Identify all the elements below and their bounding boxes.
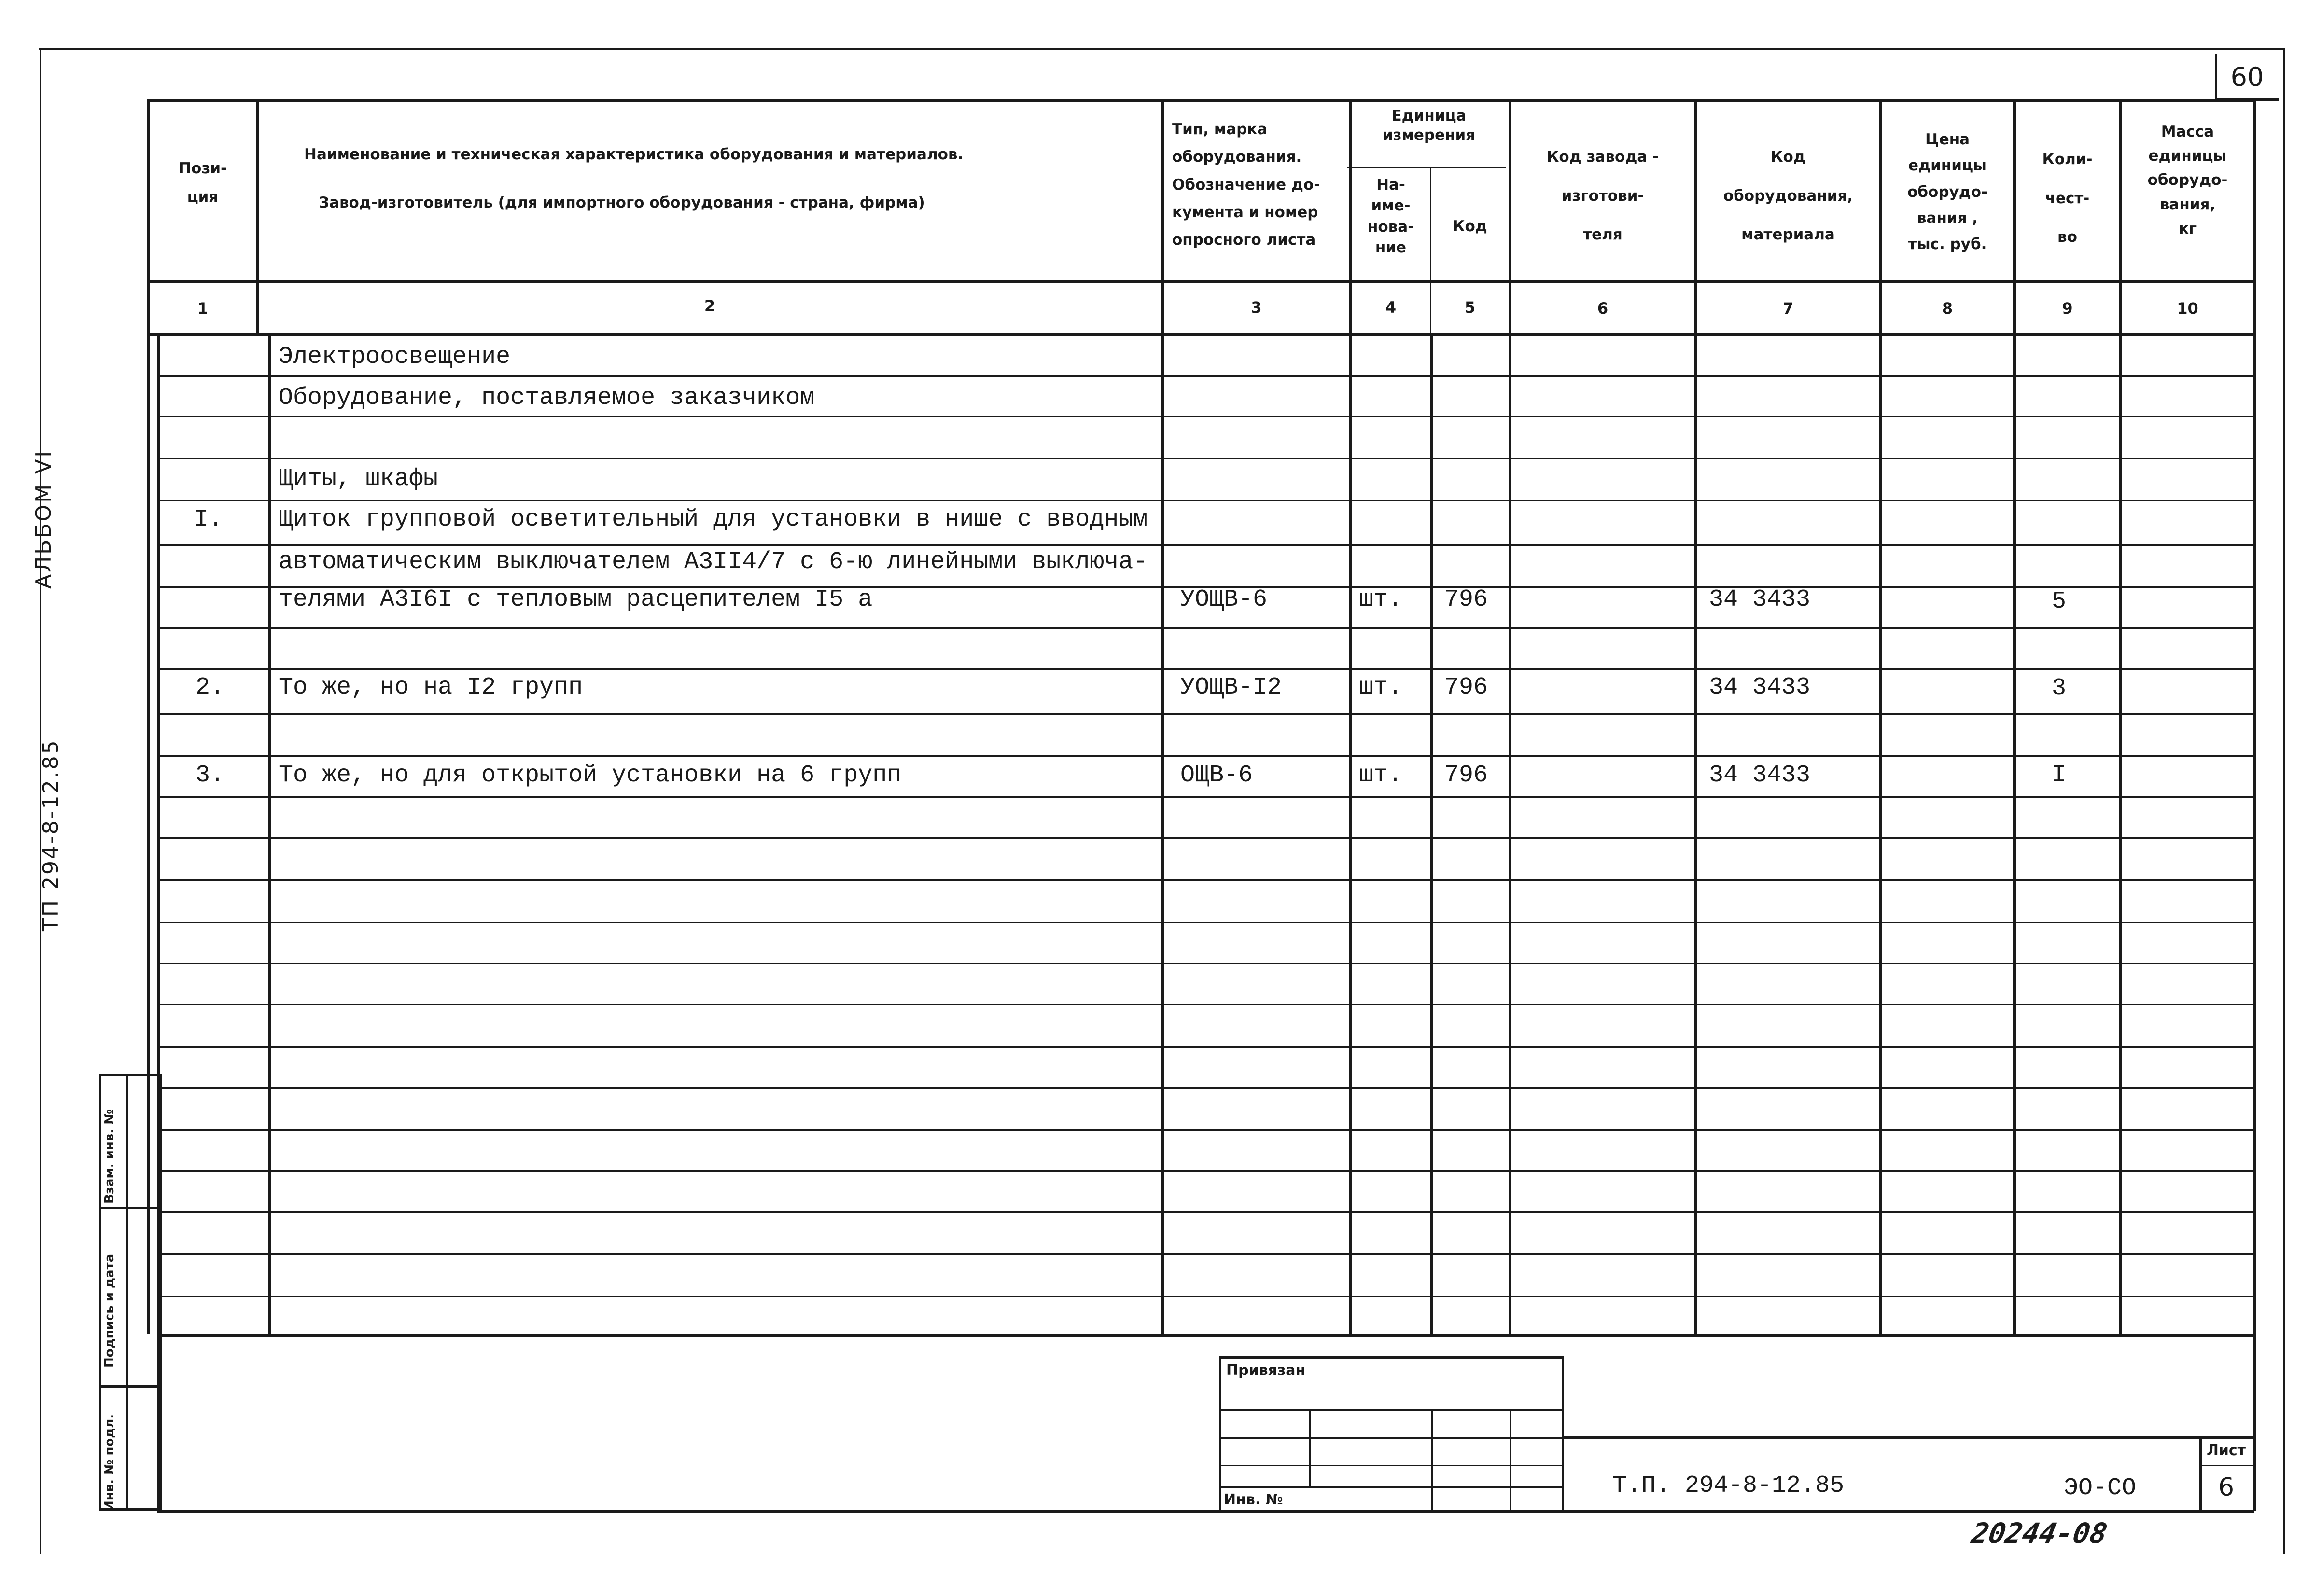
row-line [157,458,2254,459]
table-row-name: Щиток групповой осветительный для установки в нише с вводным [279,506,1148,533]
stamp-divider [99,1207,162,1209]
row-line [157,375,2254,377]
table-row-name: Оборудование, поставляемое заказчиком [279,384,815,412]
row-line [157,837,2254,839]
header-col6: Код завода - изготови- теля [1547,148,1659,244]
stamp-sign-date: Подпись и дата [102,1253,117,1368]
table-row-type: УОЩВ-6 [1180,586,1268,613]
table-row-name: То же, но на I2 групп [279,674,583,701]
col-line [2013,99,2016,1334]
header-unit-group: Единица измерения [1382,107,1476,144]
row-line [157,796,2254,798]
col-line [1509,99,1511,1334]
sheet-number: 6 [2218,1473,2235,1502]
table-row-code: 796 [1444,586,1488,613]
colnum-10: 10 [2177,299,2198,318]
row-line [157,627,2254,629]
row-line [157,1211,2254,1213]
row-line [157,1004,2254,1005]
table-row-type: УОЩВ-I2 [1180,674,1282,701]
linked-label: Привязан [1226,1362,1306,1379]
col-line [2119,99,2122,1334]
titleblock-bottom-line [157,1510,2254,1513]
sheet-label: Лист [2206,1442,2246,1459]
row-line [157,1129,2254,1131]
col-line [268,333,271,1334]
row-line [157,1253,2254,1255]
row-line [157,500,2254,501]
top-border-line [39,48,2283,50]
table-row-qty: 3 [2052,675,2067,702]
row-line [157,1296,2254,1297]
row-line [157,755,2254,757]
table-row-code: 796 [1444,674,1488,701]
col-line [1161,99,1164,1334]
titleblock-top-line [1564,1436,2254,1439]
table-row-equip: 34 3433 [1709,586,1811,613]
row-line [157,668,2254,670]
inv-no-label: Инв. № [1224,1491,1283,1508]
row-line [157,922,2254,923]
table-row-qty: 5 [2052,588,2067,615]
table-row-unit: шт. [1359,586,1403,613]
table-row-pos: 2. [196,674,225,701]
header-col4: На- име- нова- ние [1367,176,1414,257]
col-line [1694,99,1697,1334]
right-frame-line [2283,48,2285,1554]
table-row-type: ОЩВ-6 [1180,762,1253,789]
header-bottom-line [147,280,2254,283]
table-row-name: телями А3I6I с тепловым расцепителем I5 а [279,586,873,613]
table-row-code: 796 [1444,762,1488,789]
colnum-7: 7 [1782,299,1794,318]
table-row-equip: 34 3433 [1709,674,1811,701]
linked-vline [1431,1409,1433,1511]
album-label: АЛЬБОМ VI [31,449,56,589]
stamp-inner-line [126,1074,128,1511]
header-col2-line2: Завод-изготовитель (для импортного оборудования - страна, фирма) [319,194,925,211]
table-row-pos: I. [194,506,224,533]
row-line [157,1087,2254,1089]
linked-line [1219,1437,1564,1439]
header-col10: Масса единицы оборудо- вания, кг [2147,123,2228,237]
row-line [157,1170,2254,1172]
stamp-inv-replace: Взам. инв. № [102,1109,117,1204]
col-line [1430,333,1433,1334]
header-col8: Цена единицы оборудо- вания , тыс. руб. [1907,131,1987,253]
row-line [157,963,2254,964]
document-number: Т.П. 294-8-12.85 [1612,1472,1845,1499]
row-line [157,713,2254,715]
linked-vline [1510,1409,1511,1511]
table-row-qty: I [2052,762,2067,789]
table-row-name: Щиты, шкафы [279,465,438,493]
project-label: ТП 294-8-12.85 [39,738,63,931]
colnum-9: 9 [2062,299,2073,318]
colnum-bottom-line [147,333,2254,336]
col-line [2253,99,2256,1511]
col-line [157,333,160,1511]
document-mark: ЭО-СО [2064,1474,2137,1502]
table-row-name: автоматическим выключателем А3II4/7 с 6-ю линейными выключа- [279,548,1148,576]
unit-split-line [1347,167,1506,168]
linked-line [1219,1409,1564,1411]
row-line [157,879,2254,881]
col-line [147,99,150,1334]
header-col9: Коли- чест- во [2042,151,2093,246]
page-number: 60 [2230,62,2264,92]
row-line [157,416,2254,417]
inventory-number: 20244-08 [1969,1517,2110,1550]
linked-line [1219,1465,1564,1466]
table-row-equip: 34 3433 [1709,762,1811,789]
table-bottom-line [157,1334,2254,1337]
row-line [157,1046,2254,1048]
colnum-5: 5 [1464,298,1476,317]
colnum-8: 8 [1942,299,1953,318]
col-line [1349,99,1352,1334]
colnum-2: 2 [704,297,715,315]
stamp-inv-orig: Инв. № подл. [102,1414,117,1511]
header-col7: Код оборудования, материала [1723,148,1853,244]
col-line [1879,99,1882,1334]
colnum-3: 3 [1251,298,1262,317]
header-col5: Код [1453,218,1487,235]
table-top-line [147,99,2254,102]
header-col3: Тип, марка оборудования. Обозначение до- кумента и номер опросного листа [1172,121,1320,249]
table-row-name: То же, но для открытой установки на 6 групп [279,762,902,789]
linked-line [1219,1486,1564,1488]
table-row-unit: шт. [1359,762,1403,789]
table-row-name: Электроосвещение [279,343,511,371]
table-row-pos: 3. [196,762,225,789]
colnum-4: 4 [1385,298,1397,317]
row-line [157,544,2254,546]
header-col1: Пози- ция [179,160,227,206]
colnum-1: 1 [197,299,209,318]
colnum-6: 6 [1597,299,1609,318]
table-row-unit: шт. [1359,674,1403,701]
header-col2-line1: Наименование и техническая характеристика оборудования и материалов. [304,146,964,163]
sheet-box-divider [2199,1465,2253,1466]
linked-vline [1309,1409,1311,1486]
